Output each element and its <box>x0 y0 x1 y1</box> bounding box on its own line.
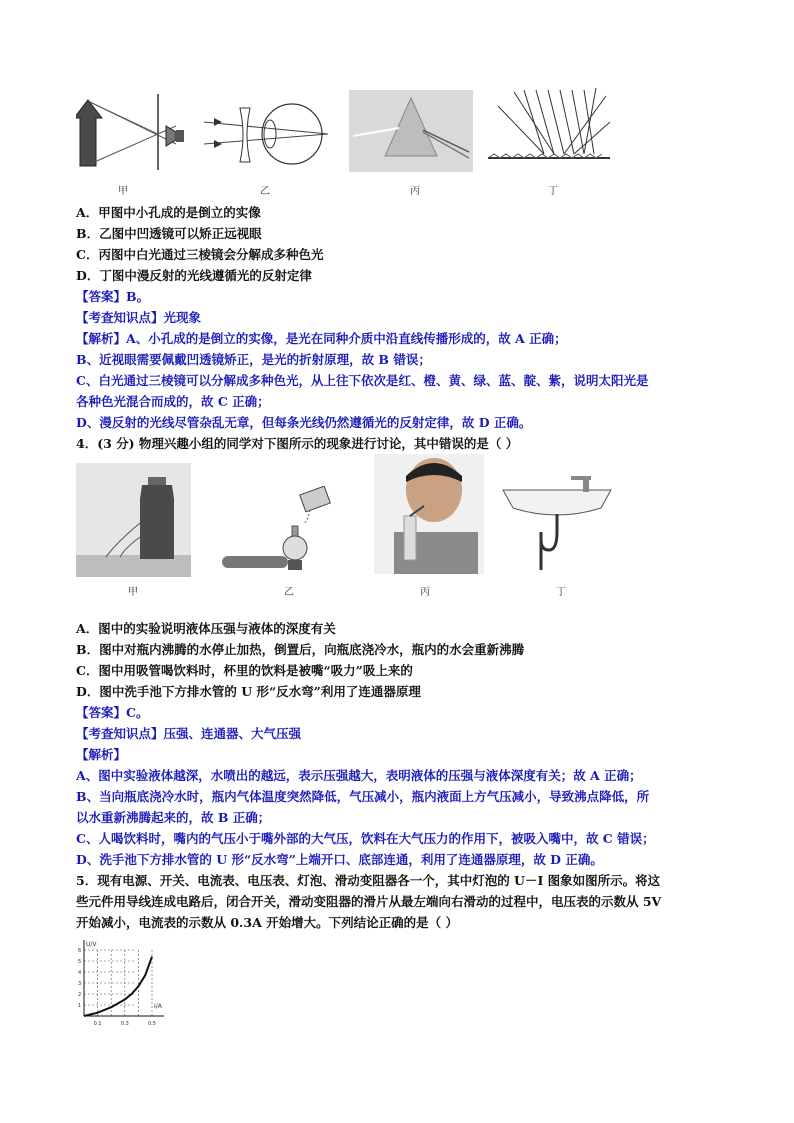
chart-y-tick-label: 6 <box>78 948 82 954</box>
chart-y-tick-label: 3 <box>78 981 82 987</box>
chart-x-tick-label: 0.1 <box>93 1021 102 1027</box>
figure-label-ding: 丁 <box>556 587 566 598</box>
q4-analysis-2: B、当向瓶底浇冷水时，瓶内气体温度突然降低，气压减小，瓶内液面上方气压减小，导致沸点降低，所 <box>76 789 650 804</box>
q4-option-d: D．图中洗手池下方排水管的 U 形“反水弯”利用了连通器原理 <box>76 684 421 699</box>
chart-y-tick-label: 1 <box>78 1003 82 1009</box>
figure-label-ding: 丁 <box>548 186 558 197</box>
figure-label-jia: 甲 <box>118 186 128 197</box>
figure-label-jia: 甲 <box>128 587 138 598</box>
chart-series-line <box>84 957 152 1016</box>
q4-analysis-4: C、人喝饮料时，嘴内的气压小于嘴外部的大气压，饮料在大气压力的作用下，被吸入嘴中，故 C 错误； <box>76 831 655 846</box>
q4-stem: 4．(3 分) 物理兴趣小组的同学对下图所示的现象进行讨论，其中错误的是（ ） <box>76 436 519 451</box>
figure-prism-photo <box>349 90 473 172</box>
q4-analysis-3: 以水重新沸腾起来的，故 B 正确； <box>76 810 271 825</box>
chart-y-tick-label: 5 <box>78 959 82 965</box>
q4-option-a: A．图中的实验说明液体压强与液体的深度有关 <box>76 621 336 636</box>
q4-analysis-1: A、图中实验液体越深，水喷出的越远，表示压强越大，表明液体的压强与液体深度有关；故 A 正确； <box>76 768 642 783</box>
ui-graph-chart <box>70 938 170 1030</box>
q3-knowledge: 【考查知识点】光现象 <box>76 310 202 325</box>
chart-grid <box>84 950 152 1016</box>
chart-ylabel: U/V <box>86 941 97 948</box>
chart-y-tick-label: 2 <box>78 992 82 998</box>
figure-sink-drain <box>497 470 617 575</box>
q3-option-c: C．丙图中白光通过三棱镜会分解成多种色光 <box>76 247 324 262</box>
q4-option-b: B．图中对瓶内沸腾的水停止加热，倒置后，向瓶底浇冷水，瓶内的水会重新沸腾 <box>76 642 525 657</box>
chart-x-tick-label: 0.3 <box>120 1021 129 1027</box>
figure-label-yi: 乙 <box>284 587 294 598</box>
figure-eye-lens <box>200 100 330 170</box>
q3-answer: 【答案】B。 <box>76 289 150 304</box>
q4-knowledge: 【考查知识点】压强、连通器、大气压强 <box>76 726 302 741</box>
figure-diffuse-reflection <box>484 86 614 166</box>
q4-answer: 【答案】C。 <box>76 705 149 720</box>
q3-option-b: B．乙图中凹透镜可以矫正远视眼 <box>76 226 262 241</box>
q3-option-d: D．丁图中漫反射的光线遵循光的反射定律 <box>76 268 312 283</box>
chart-x-tick-label: 0.5 <box>148 1021 156 1027</box>
figure-boy-straw-photo <box>374 454 484 574</box>
q3-analysis-2: B、近视眼需要佩戴凹透镜矫正，是光的折射原理，故 B 错误； <box>76 352 431 367</box>
q3-analysis-1: 【解析】A、小孔成的是倒立的实像，是光在同种介质中沿直线传播形成的，故 A 正确； <box>76 331 567 346</box>
q4-option-c: C．图中用吸管喝饮料时，杯里的饮料是被嘴“吸力”吸上来的 <box>76 663 413 678</box>
q4-analysis-head: 【解析】 <box>76 747 127 762</box>
chart-y-tick-label: 4 <box>78 970 82 976</box>
figure-label-yi: 乙 <box>260 186 270 197</box>
q5-stem-3: 开始减小，电流表的示数从 0.3A 开始增大。下列结论正确的是（ ） <box>76 915 459 930</box>
figure-label-bing: 丙 <box>410 186 420 197</box>
q3-analysis-3: C、白光通过三棱镜可以分解成多种色光，从上往下依次是红、橙、黄、绿、蓝、靛、紫，说明太阳光是 <box>76 373 649 388</box>
figure-pinhole-camera <box>76 92 188 172</box>
q3-analysis-4: 各种色光混合而成的，故 C 正确； <box>76 394 270 409</box>
figure-flask-boiling <box>222 486 352 576</box>
q5-stem-1: 5．现有电源、开关、电流表、电压表、灯泡、滑动变阻器各一个，其中灯泡的 U－I 图象如图所示。将这 <box>76 873 661 888</box>
chart-xlabel: I/A <box>154 1003 162 1010</box>
figure-bottle-photo <box>76 463 191 577</box>
q3-analysis-5: D、漫反射的光线尽管杂乱无章，但每条光线仍然遵循光的反射定律，故 D 正确。 <box>76 415 532 430</box>
q3-option-a: A．甲图中小孔成的是倒立的实像 <box>76 205 261 220</box>
figure-label-bing: 丙 <box>420 587 430 598</box>
q5-stem-2: 些元件用导线连成电路后，闭合开关，滑动变阻器的滑片从最左端向右滑动的过程中，电压表的示数从 5V <box>76 894 662 909</box>
q4-analysis-5: D、洗手池下方排水管的 U 形“反水弯”上端开口、底部连通，利用了连通器原理，故 D 正确。 <box>76 852 603 867</box>
